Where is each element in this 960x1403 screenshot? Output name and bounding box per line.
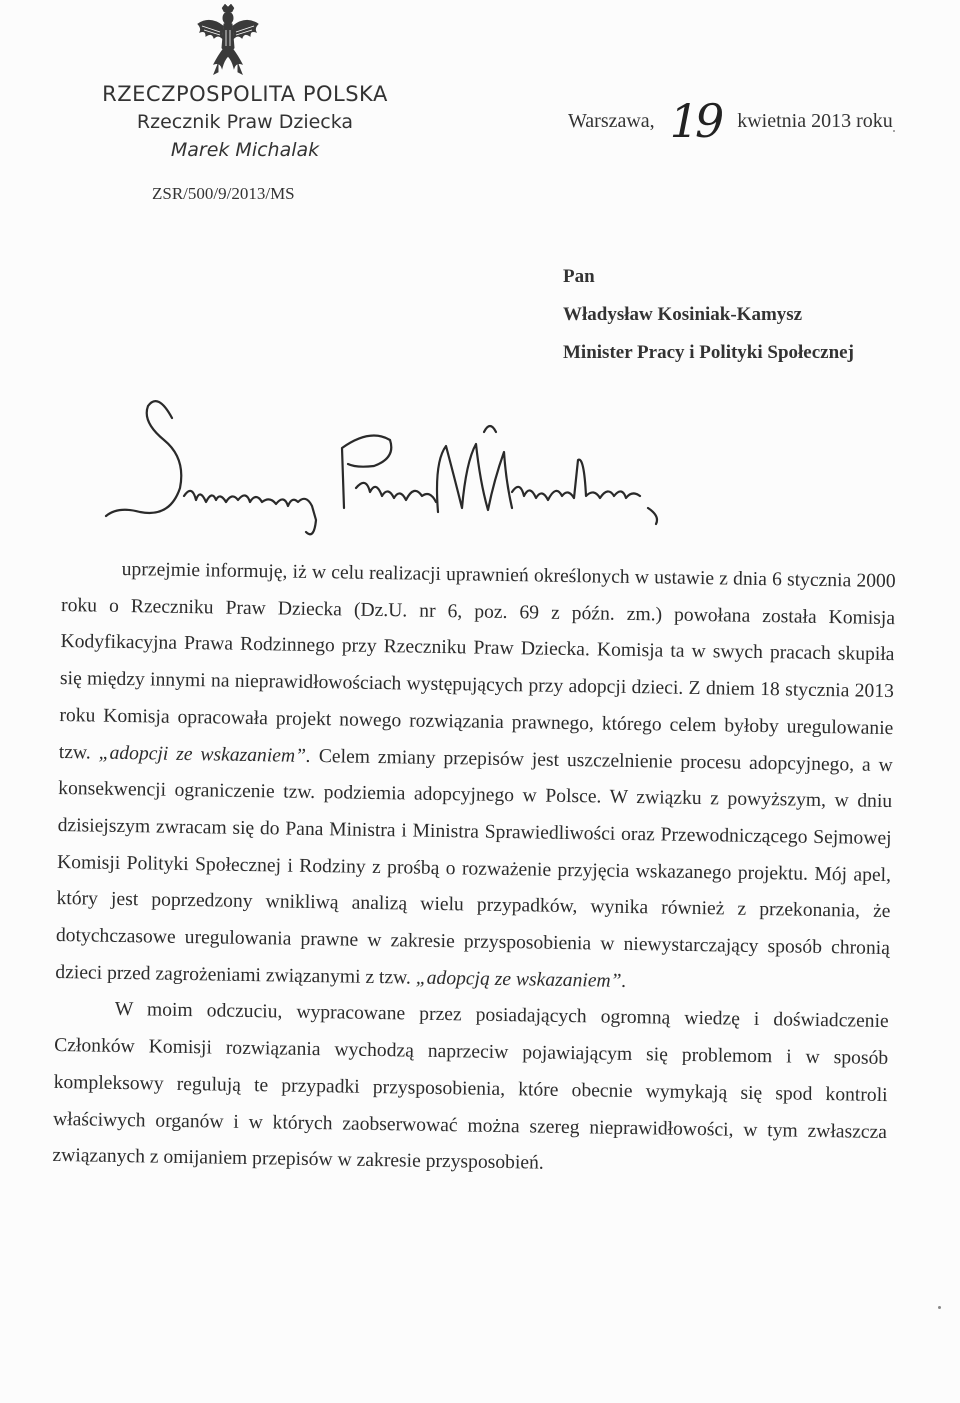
letter-body [52,551,896,1188]
addressee-title: Minister Pracy i Polityki Społecznej [563,342,854,363]
polish-eagle-emblem-icon [196,4,260,76]
paragraph-1-emphasis-2: „adopcją ze wskazaniem”. [415,967,627,992]
handwritten-day: 19 [669,94,721,148]
scan-speck [893,130,895,132]
issuer-block [80,80,410,164]
addressee-salutation-line: Pan [563,266,595,287]
issuer-person: Marek Michalak [170,139,320,161]
addressee-name: Władysław Kosiniak-Kamysz [563,304,803,325]
paragraph-1-emphasis-1: „adopcji ze wskazaniem”. [98,742,312,767]
place-prefix: Warszawa, [568,110,655,132]
indent [62,574,122,575]
paragraph-1-part-a: uprzejmie informuję, iż w celu realizacji uprawnień określonych w ustawie z dnia 6 stycznia 2000 roku o Rzeczniku Praw Dziecka (Dz.U. nr 6, poz. 69 z późn. zm.) powołana została Komisja Kodyfikacyjna Prawa Rodzinnego przy Rzeczniku Praw Dziecka. Komisja ta w swych pracach skupiła się między innymi na nieprawidłowościach występujących przy adopcji dzieci. Z dniem 18 stycznia 2013 roku Komisja opracowała projekt nowego rozwiązania prawnego, którego celem byłoby uregulowanie tzw. [58,558,896,763]
handwritten-salutation [100,392,680,542]
scan-speck [938,1306,941,1309]
paragraph-1 [55,551,896,1004]
place-date [568,84,893,148]
addressee-block [563,258,854,372]
paragraph-1-part-b: Celem zmiany przepisów jest uszczelnienie procesu adopcyjnego, a w konsekwencji ograniczenie tzw. podziemia adopcyjnego w Polsce. W związku z powyższym, w dniu dzisiejszym zwracam się do Pana Ministra i Ministra Sprawiedliwości oraz Przewodniczącego Sejmowej Komisji Polityki Społecznej i Rodziny z prośbą o rozważenie przyjęcia wskazanego projektu. Mój apel, który jest poprzedzony wnikliwą analizą wielu przypadków, wynika również z przekonania, że dotychczasowe uregulowania prawne w zakresie przysposobienia w niewystarczający sposób chronią dzieci przed zagrożeniami związanymi z tzw. [55,745,893,989]
issuer-office: Rzecznik Praw Dziecka [136,111,354,133]
date-suffix: kwietnia 2013 roku [737,110,893,132]
issuer-country: RZECZPOSPOLITA POLSKA [102,82,388,106]
paragraph-2: W moim odczuciu, wypracowane przez posiadających ogromną wiedzę i doświadczenie Członków Komisji rozwiązania wychodzą naprzeciw pojawiającym się problemom i w sposób kompleksowy regulują te przypadki przysposobienia, które obecnie wymykają się spod kontroli właściwych organów i w których zaobserwować można szereg nieprawidłowości, w tym zwłaszcza związanych z omijaniem przepisów w zakresie przysposobień. [52,999,889,1174]
reference-number: ZSR/500/9/2013/MS [152,184,295,203]
